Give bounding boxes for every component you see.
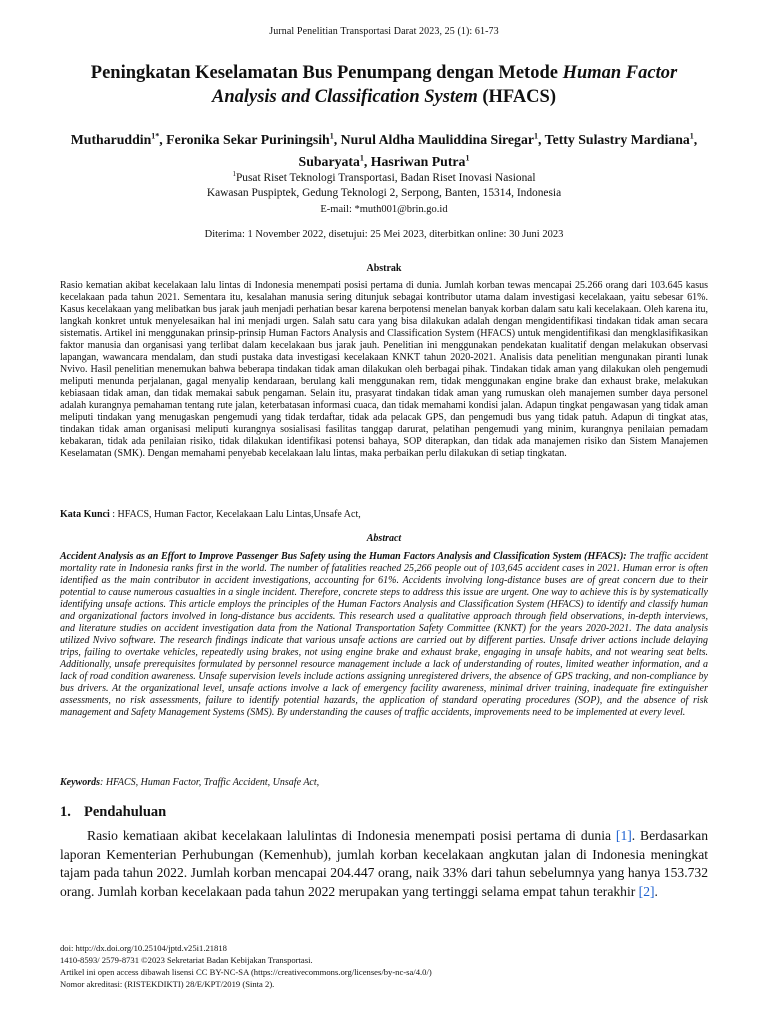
keywords-label: Keywords bbox=[60, 777, 100, 788]
keywords-value: : HFACS, Human Factor, Traffic Accident, Unsafe Act, bbox=[100, 777, 320, 788]
keywords bbox=[60, 777, 708, 788]
intro-paragraph: Rasio kematiaan akibat kecelakaan lalulintas di Indonesia menempati posisi pertama di dunia [1]. Berdasarkan laporan Kementerian Perhubungan (Kemenhub), jumlah korban kecelakaan angkutan jalan di Indonesia meningkat tajam pada tahun 2022. Jumlah korban mencapai 204.447 orang, naik 33% dari tahun sebelumnya yang hanya 153.732 orang. Jumlah korban kecelakaan pada tahun 2022 merupakan yang tertinggi selama empat tahun terakhir [2]. bbox=[60, 828, 708, 899]
abstrak-heading: Abstrak bbox=[366, 263, 402, 274]
publication-dates: Diterima: 1 November 2022, disetujui: 25 Mei 2023, diterbitkan online: 30 Juni 2023 bbox=[204, 229, 564, 240]
section-title: Pendahuluan bbox=[84, 804, 167, 820]
abstract-heading: Abstract bbox=[366, 533, 402, 544]
author: Feronika Sekar Puriningsih$^1$, bbox=[166, 131, 341, 147]
citation-link[interactable]: [2] bbox=[638, 883, 655, 899]
journal-header: Jurnal Penelitian Transportasi Darat 2023, 25 (1): 61-73 bbox=[269, 26, 499, 37]
author: Tetty Sulastry Mardiana$^1$, bbox=[544, 131, 698, 147]
author-list bbox=[55, 126, 713, 171]
affiliation-line2: Kawasan Puspiptek, Gedung Teknologi 2, Serpong, Banten, 15314, Indonesia bbox=[206, 186, 562, 199]
affiliation-line1: $^1$Pusat Riset Teknologi Transportasi, Badan Riset Inovasi Nasional bbox=[232, 170, 536, 184]
paper-title bbox=[60, 61, 708, 109]
kata-kunci bbox=[60, 509, 708, 520]
author: Subaryata$^1$, bbox=[298, 153, 371, 170]
author: Hasriwan Putra$^1$ bbox=[370, 153, 470, 170]
citation-link[interactable]: [1] bbox=[615, 828, 632, 843]
footer-accreditation: Nomor akreditasi: (RISTEKDIKTI) 28/E/KPT/2019 (Sinta 2). bbox=[60, 979, 275, 989]
author: Nurul Aldha Mauliddina Siregar$^1$, bbox=[340, 131, 545, 147]
abstract-text bbox=[60, 551, 708, 719]
kata-kunci-value: : HFACS, Human Factor, Kecelakaan Lalu Lintas,Unsafe Act, bbox=[109, 509, 361, 520]
author: Mutharuddin$^{1*}$, bbox=[70, 131, 167, 147]
title-part1: Peningkatan Keselamatan Bus Penumpang dengan Metode bbox=[90, 63, 563, 83]
section-heading bbox=[60, 804, 708, 821]
affiliation bbox=[60, 167, 708, 201]
page-footer bbox=[60, 942, 708, 990]
footer-issn: 1410-8593/ 2579-8731 ©2023 Sekretariat Badan Kebijakan Transportasi. bbox=[60, 955, 313, 965]
title-part2: (HFACS) bbox=[477, 87, 556, 107]
footer-doi[interactable]: doi: http://dx.doi.org/10.25104/jptd.v25i1.21818 bbox=[60, 943, 227, 953]
abstract-lead: Accident Analysis as an Effort to Improve Passenger Bus Safety using the Human Factors Analysis and Classification System (HFACS): bbox=[60, 551, 627, 562]
title-italic: Human Factor Analysis and Classification System bbox=[211, 63, 678, 107]
abstrak-text: Rasio kematian akibat kecelakaan lalu lintas di Indonesia menempati posisi pertama di dunia. Jumlah korban tewas mencapai 25.266 orang dari 103.645 kasus kecelakaan pada tahun 2021. Sementara itu, kesalahan manusia sering ditunjuk sebagai kontributor utama dalam investigasi kecelakaan, yaitu sebesar 61%. Kasus kecelakaan yang melibatkan bus jarak jauh menjadi perhatian besar karena berpotensi menelan banyak korban dalam satu kali kecelakaan. Oleh karena itu, langkah konkret untuk menyelesaikan hal ini menjadi urgen. Salah satu cara yang bisa dilakukan adalah dengan mengidentifikasi tindakan tidak aman secara sistematis. Artikel ini menggunakan prinsip-prinsip Human Factors Analysis and Classification System (HFACS) untuk mengidentifikasi dan mengklasifikasikan faktor manusia dan organisasi yang terlibat dalam kecelakaan bus jarak jauh. Penelitian ini menggunakan pendekatan kualitatif dengan melakukan observasi lapangan, wawancara mendalam, dan studi pustaka data investigasi kecelakaan KNKT tahun 2020-2021. Analisis data penelitian mengunakan piranti lunak Nvivo. Hasil penelitian menemukan bahwa beberapa tindakan tidak aman dilakukan oleh berbagai pihak. Tindakan tidak aman yang dilakukan oleh pengemudi meliputi menunda perjalanan, gagal menyalip kendaraan, berulang kali menggunakan rem, tidak menggunakan engine brake dan exhaust brake, melakukan kebiasaan tidak aman, dan tidak memakai sabuk pengaman. Selain itu, prasyarat tindakan tidak aman yang rumuskan oleh manajemen sumber daya personel adalah kurangnya pemahaman tentang rute jalan, keterbatasan informasi cuaca, dan tidak memahami kondisi jalan. Adapun tingkat pengawasan yang tidak aman meliputi tindakan yang menugaskan pengemudi yang tidak terdaftar, tidak ada pelacak GPS, dan pengemudi bus yang tidak patuh. Adapun di tingkat atas, tindakan tidak aman organisasi meliputi kurangnya sosialisasi fasilitas tanggap darurat, pelatihan pengemudi yang minim, kurangnya penilaian pemadam kebakaran, tidak ada penilaian risiko, tidak dilakukan identifikasi potensi bahaya, SOP diterapkan, dan tidak ada manajemen risiko dan Sistem Manajemen Keselamatan (SMK). Dengan memahami penyebab kecelakaan lalu lintas, maka perbaikan perlu dilakukan di setiap tingkatan. bbox=[60, 280, 708, 459]
footer-license: Artikel ini open access dibawah lisensi CC BY-NC-SA (https://creativecommons.org/licenses/by-nc-sa/4.0/) bbox=[60, 967, 432, 977]
corresponding-email: E-mail: *muth001@brin.go.id bbox=[320, 204, 448, 215]
kata-kunci-label: Kata Kunci bbox=[60, 509, 110, 520]
section-number: 1. bbox=[60, 804, 71, 820]
abstract-body: The traffic accident mortality rate in Indonesia ranks first in the world. The number of fatalities reached 25,266 people out of 103,645 accident cases in 2021. Human error is often identified as the main contributor in accident investigations, accounting for 61%. Accidents involving long-distance buses are of great concern due to their potential to cause numerous casualties in a single incident. Therefore, concrete steps to address this issue are urgent. One way to achieve this is by systematically identifying unsafe actions. This article employs the principles of the Human Factors Analysis and Classification System (HFACS) to identify and classify human and organizational factors involved in long-distance bus accidents. This research used a qualitative approach through field observations, in-depth interviews, and literature studies on accident investigation data from the National Transportation Safety Committee (KNKT) for the years 2020-2021. The data analysis utilized Nvivo software. The research findings indicate that various unsafe actions are carried out by different parties. Unsafe driver actions include delaying trips, failing to overtake vehicles, repeatedly using brakes, not using engine brake and exhaust brake, engaging in unsafe habits, and not wearing seat belts. Additionally, unsafe prerequisites formulated by personnel resource management include a lack of understanding of routes, limited weather information, and a lack of road condition awareness. Unsafe supervision levels include actions assigning unregistered drivers, the absence of GPS tracking, and non-compliance by bus drivers. At the organizational level, unsafe actions involve a lack of emergency facility awareness, minimal driver training, inadequate fire extinguisher assessments, no risk assessments, failure to identify potential hazards, the application of standard operating procedures (SOP), and the absence of risk management and Safety Management Systems (SMS). By understanding the causes of traffic accidents, improvements need to be implemented at every level. bbox=[60, 551, 708, 718]
